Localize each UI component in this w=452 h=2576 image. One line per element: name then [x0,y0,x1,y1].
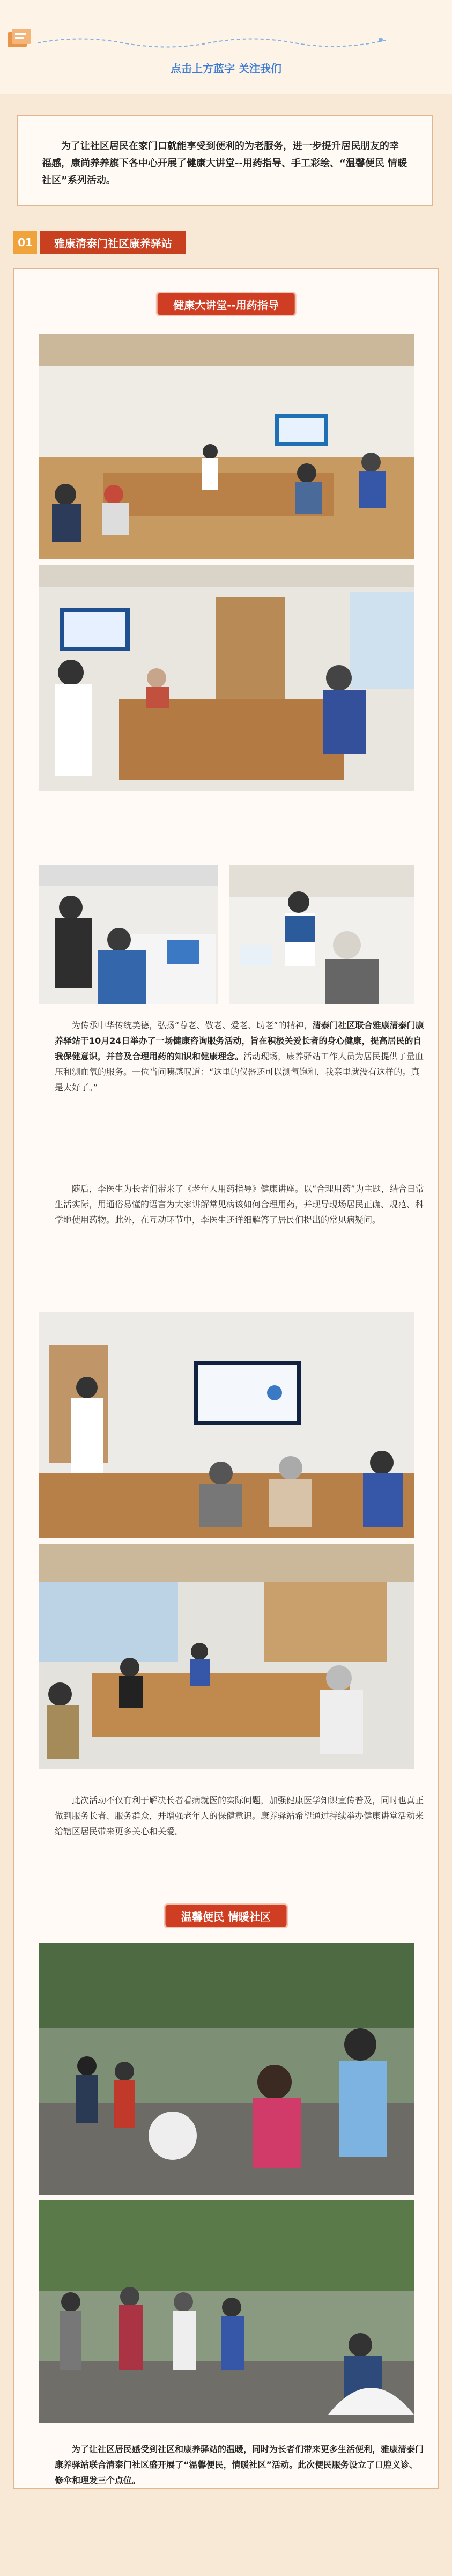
section-number: 01 [13,231,37,254]
lecture-text-2 [55,1181,425,1228]
section-title: 雅康清泰门社区康养驿站 [40,231,186,254]
lecture-photo-1 [39,334,414,559]
footer-band [0,2489,452,2576]
intro-text: 为了让社区居民在家门口就能享受到便利的为老服务，进一步提升居民朋友的幸福感，康尚养养旗下各中心开展了健康大讲堂--用药指导、手工彩绘、“温馨便民 情暖社区”系列活动。 [42,141,407,186]
lecture-photo-6 [39,1544,414,1769]
lecture-para3: 此次活动不仅有利于解决长者看病就医的实际问题，加强健康医学知识宣传普及，同时也真正做到服务长者、服务群众，并增强老年人的保健意识。康养驿站希望通过持续举办健康讲堂活动来给辖区居民带来更多关心和关爱。 [55,1795,424,1836]
content-frame [13,268,439,2489]
community-photo-1 [39,1943,414,2195]
community-text-1 [55,2441,425,2488]
lecture-photo-4 [229,865,414,1004]
lecture-para1-bold: 清泰门社区联合雅康清泰门康养驿站于10月24日举办了一场健康咨询服务活动，旨在积极关爱长者的身心健康，提高居民的自我保健意识，并普及合理用药的知识和健康理念。 [55,1020,424,1061]
intro-card [17,115,433,206]
header-band [0,0,452,94]
lecture-text-1 [55,1017,425,1095]
section-header [13,231,186,254]
lecture-tag: 健康大讲堂--用药指导 [157,293,295,315]
community-para1: 为了让社区居民感受到社区和康养驿站的温暖，同时为长者们带来更多生活便利，雅康清泰门康养驿站联合清泰门社区盛开展了“温馨便民，情暖社区”活动。此次便民服务设立了口腔义诊、修伞和理发三个点位。 [55,2444,424,2485]
lecture-photo-3 [39,865,218,1004]
lecture-para2: 随后，李医生为长者们带来了《老年人用药指导》健康讲座。以“合理用药”为主题，结合日常生活实际，用通俗易懂的语言为大家讲解常见病该如何合理用药，并现导现场居民正确、规范、科学地使用药物。此外，在互动环节中，李医生还详细解答了居民们提出的常见病疑问。 [55,1184,424,1225]
community-photo-2 [39,2200,414,2423]
community-tag: 温馨便民 情暖社区 [165,1905,287,1927]
lecture-photo-2 [39,565,414,791]
lecture-para1-b: 活动现场，康养驿站工作人员为居民提供了量血压和测血氧的服务。一位当问咦感叹道：“这里的仪器还可以测氧饱和，我亲里就没有这样的。真是太好了。” [55,1051,424,1093]
lecture-photo-5 [39,1312,414,1538]
subscribe-prompt[interactable]: 点击上方蓝字 关注我们 [171,62,281,75]
lecture-para1-a: 为传承中华传统美德，弘扬“尊老、敬老、爱老、助老”的精神， [72,1020,313,1030]
decorative-wave-line [38,32,386,54]
presentation-slide-icon [198,1365,297,1421]
lecture-text-3 [55,1792,425,1839]
book-icon [4,21,39,54]
